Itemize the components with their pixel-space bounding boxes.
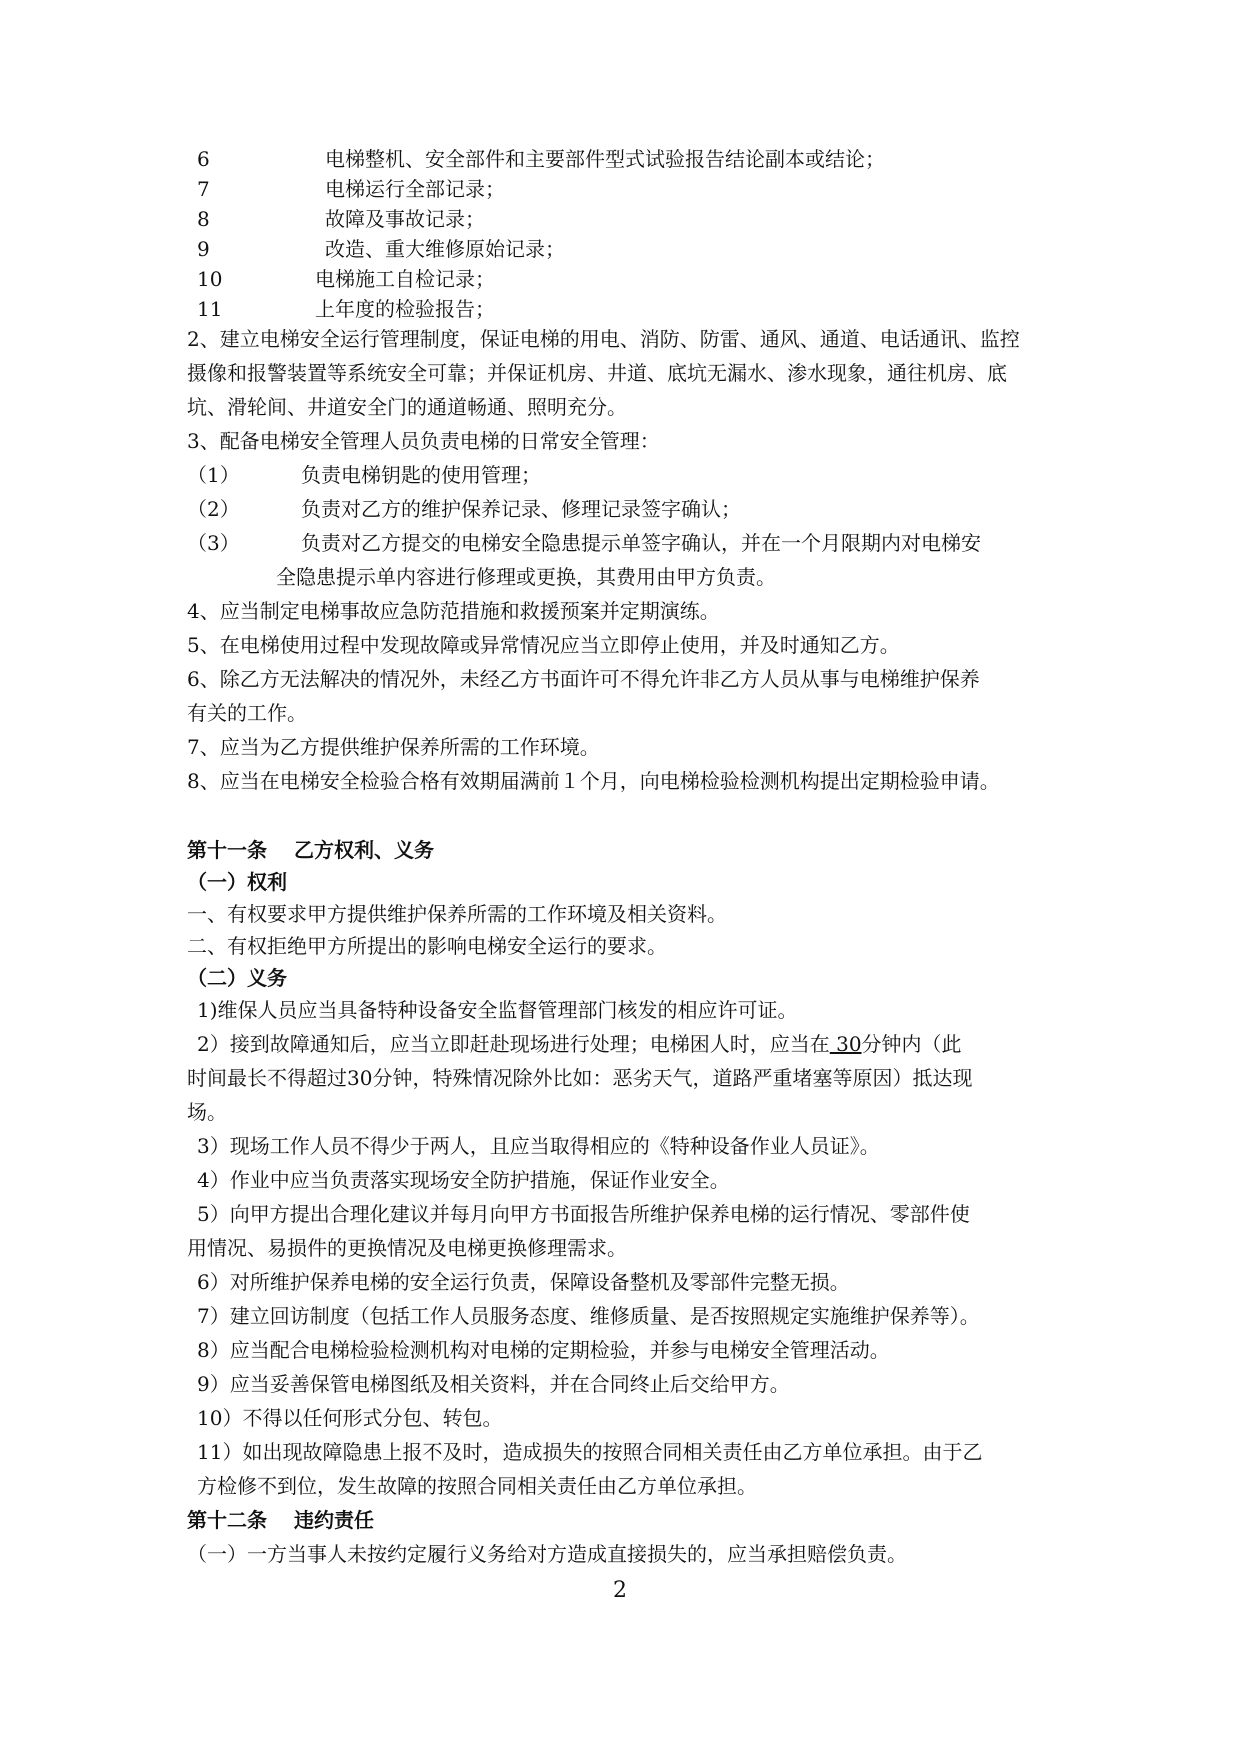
sub-item [187,528,1067,558]
list-item [187,234,1067,264]
paragraph-line: 全隐患提示单内容进行修理或更换，其费用由甲方负责。 [276,565,776,589]
sub-item-text: 负责电梯钥匙的使用管理； [301,463,541,487]
paragraph-line: 摄像和报警装置等系统安全可靠；并保证机房、井道、底坑无漏水、渗水现象，通往机房、底 [187,361,1007,385]
list-item [187,204,1067,234]
list-item-text: 电梯施工自检记录； [315,267,495,291]
paragraph-line: 用情况、易损件的更换情况及电梯更换修理需求。 [187,1236,627,1260]
paragraph-line: 4）作业中应当负责落实现场安全防护措施，保证作业安全。 [197,1168,730,1192]
paragraph-line: 9）应当妥善保管电梯图纸及相关资料，并在合同终止后交给甲方。 [197,1372,790,1396]
list-item-text: 电梯整机、安全部件和主要部件型式试验报告结论副本或结论； [325,147,885,171]
paragraph-line [197,1029,1077,1059]
sub-item-text: 负责对乙方提交的电梯安全隐患提示单签字确认，并在一个月限期内对电梯安 [301,531,981,555]
sub-item-number: （2） [187,497,240,521]
section-heading: （二）义务 [187,966,287,990]
page-number: 2 [613,1578,627,1603]
minutes-value: 30 [829,1032,862,1056]
paragraph-line: 3、配备电梯安全管理人员负责电梯的日常安全管理： [187,429,660,453]
list-item-number: 8 [197,207,210,231]
sub-item-text: 负责对乙方的维护保养记录、修理记录签字确认； [301,497,741,521]
list-item-number: 9 [197,237,210,261]
paragraph-line: 1)维保人员应当具备特种设备安全监督管理部门核发的相应许可证。 [197,998,798,1022]
paragraph-line: 7）建立回访制度（包括工作人员服务态度、维修质量、是否按照规定实施维护保养等）。 [197,1304,980,1328]
sub-item [187,460,1067,490]
article-heading: 第十二条 违约责任 [187,1508,374,1532]
list-item-number: 7 [197,177,210,201]
paragraph-line: 7、应当为乙方提供维护保养所需的工作环境。 [187,735,600,759]
list-item-text: 电梯运行全部记录； [325,177,505,201]
paragraph-line: 5、在电梯使用过程中发现故障或异常情况应当立即停止使用，并及时通知乙方。 [187,633,900,657]
list-item-text: 改造、重大维修原始记录； [325,237,565,261]
section-heading: （一）权利 [187,870,287,894]
list-item-text: 故障及事故记录； [325,207,485,231]
sub-item-number: （1） [187,463,240,487]
paragraph-line: （一）一方当事人未按约定履行义务给对方造成直接损失的，应当承担赔偿负责。 [187,1542,907,1566]
paragraph-line: 8、应当在电梯安全检验合格有效期届满前１个月，向电梯检验检测机构提出定期检验申请。 [187,769,1000,793]
paragraph-line: 10）不得以任何形式分包、转包。 [197,1406,503,1430]
paragraph-line: 场。 [187,1100,227,1124]
paragraph-line: 3）现场工作人员不得少于两人，且应当取得相应的《特种设备作业人员证》。 [197,1134,880,1158]
paragraph-line: 6、除乙方无法解决的情况外，未经乙方书面许可不得允许非乙方人员从事与电梯维护保养 [187,667,980,691]
list-item-number: 11 [197,297,223,321]
article-heading: 第十一条 乙方权利、义务 [187,838,434,862]
list-item-text: 上年度的检验报告； [315,297,495,321]
paragraph-line: 坑、滑轮间、井道安全门的通道畅通、照明充分。 [187,395,627,419]
paragraph-line: 11）如出现故障隐患上报不及时，造成损失的按照合同相关责任由乙方单位承担。由于乙 [197,1440,983,1464]
paragraph-line: 4、应当制定电梯事故应急防范措施和救援预案并定期演练。 [187,599,720,623]
sub-item [187,494,1067,524]
paragraph-line: 一、有权要求甲方提供维护保养所需的工作环境及相关资料。 [187,902,727,926]
duty-text: 2）接到故障通知后，应当立即赶赴现场进行处理；电梯困人时，应当在 [197,1032,830,1056]
list-item [187,144,1067,174]
paragraph-line: 2、建立电梯安全运行管理制度，保证电梯的用电、消防、防雷、通风、通道、电话通讯、监控 [187,327,1020,351]
paragraph-line: 6）对所维护保养电梯的安全运行负责，保障设备整机及零部件完整无损。 [197,1270,850,1294]
list-item [187,294,1067,324]
duty-text: 分钟内（此 [861,1032,962,1056]
paragraph-line: 二、有权拒绝甲方所提出的影响电梯安全运行的要求。 [187,934,667,958]
paragraph-line: 时间最长不得超过30分钟，特殊情况除外比如：恶劣天气，道路严重堵塞等原因）抵达现 [187,1066,973,1090]
list-item-number: 6 [197,147,210,171]
paragraph-line: 有关的工作。 [187,701,307,725]
paragraph-line: 8）应当配合电梯检验检测机构对电梯的定期检验，并参与电梯安全管理活动。 [197,1338,890,1362]
paragraph-line: 方检修不到位，发生故障的按照合同相关责任由乙方单位承担。 [197,1474,757,1498]
list-item-number: 10 [197,267,223,291]
paragraph-line: 5）向甲方提出合理化建议并每月向甲方书面报告所维护保养电梯的运行情况、零部件使 [197,1202,970,1226]
list-item [187,264,1067,294]
list-item [187,174,1067,204]
sub-item-number: （3） [187,531,240,555]
